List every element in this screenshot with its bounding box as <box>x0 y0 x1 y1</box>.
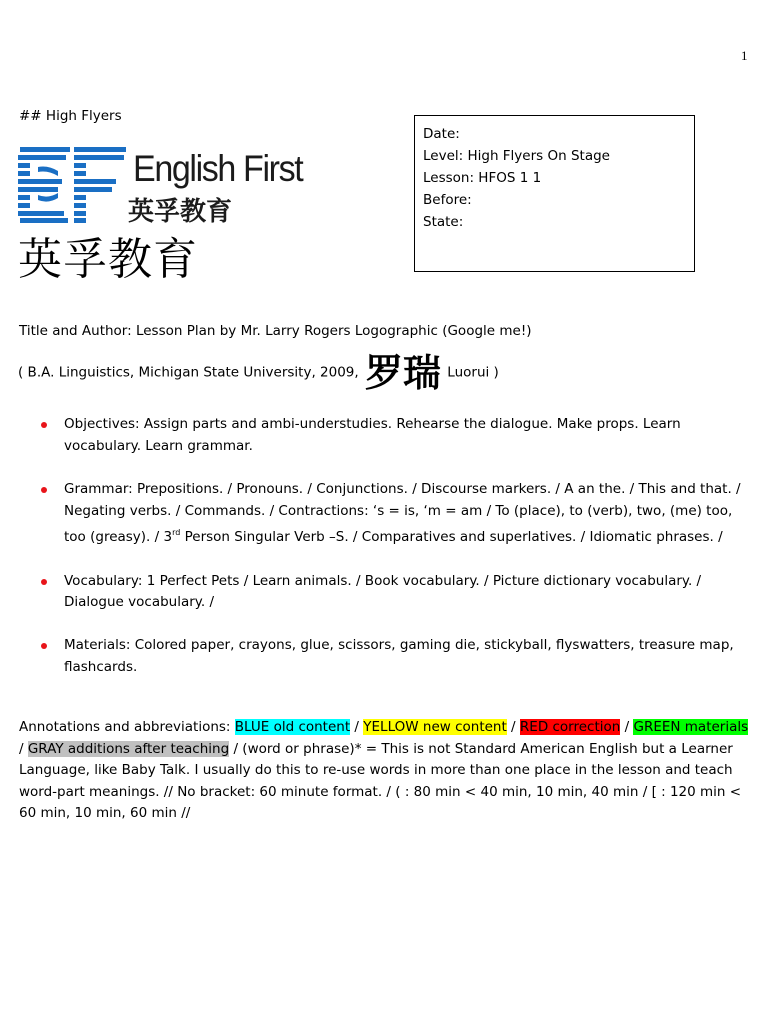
objectives-text: Objectives: Assign parts and ambi-understudies. Rehearse the dialogue. Make props. Learn vocabulary. Learn grammar. <box>64 416 681 454</box>
bullet-icon <box>41 487 47 493</box>
author-credentials-prefix: ( B.A. Linguistics, Michigan State University, 2009, <box>18 364 359 381</box>
info-level: Level: High Flyers On Stage <box>423 148 610 164</box>
document-heading: ## High Flyers <box>19 108 122 124</box>
author-credentials-suffix: Luorui ) <box>447 364 499 381</box>
separator: / <box>620 719 634 735</box>
logo-chinese-large: 英孚教育 <box>18 234 198 285</box>
ef-logo-icon <box>18 147 130 223</box>
author-chinese-name: 罗瑞 <box>364 351 441 395</box>
separator: / <box>19 740 28 757</box>
annotations-paragraph <box>19 717 749 825</box>
author-credentials <box>18 345 499 395</box>
list-item-objectives <box>0 414 768 457</box>
vocabulary-text: Vocabulary: 1 Perfect Pets / Learn animals. / Book vocabulary. / Picture dictionary vocabulary. / Dialogue vocabulary. / <box>64 572 702 611</box>
list-item-materials <box>0 635 768 678</box>
bullet-icon <box>41 643 47 649</box>
list-item-grammar <box>0 479 768 549</box>
annotations-intro: Annotations and abbreviations: <box>19 719 235 735</box>
legend-yellow: YELLOW new content <box>363 719 507 735</box>
grammar-text-a: Grammar: Prepositions. / Pronouns. / Conjunctions. / Discourse markers. / A an the. / This and that. / Negating verbs. / Commands. / Contractions: ‘s = is, ‘m = am / To (place), to (verb), two, (me) too, too (greasy). / 3 <box>64 480 741 546</box>
materials-text: Materials: Colored paper, crayons, glue, scissors, gaming die, stickyball, flyswatters, treasure map, flashcards. <box>64 637 734 676</box>
list-item-vocabulary <box>0 571 768 614</box>
logo-brand-text: English First <box>133 148 303 189</box>
bullet-icon <box>41 579 47 585</box>
lesson-info-box <box>414 115 695 272</box>
logo-chinese-small: 英孚教育 <box>128 197 233 227</box>
separator: / <box>350 719 364 735</box>
info-before: Before: <box>423 192 472 208</box>
lesson-bullet-list <box>0 414 768 700</box>
separator: / <box>506 719 520 735</box>
grammar-text-b: Person Singular Verb –S. / Comparatives and superlatives. / Idiomatic phrases. / <box>180 529 723 546</box>
page-number: 1 <box>741 48 748 63</box>
bullet-icon <box>41 422 47 428</box>
title-and-author: Title and Author: Lesson Plan by Mr. Larry Rogers Logographic (Google me!) <box>19 323 532 339</box>
legend-gray: GRAY additions after teaching <box>27 740 230 757</box>
legend-red: RED correction <box>519 719 621 735</box>
english-first-logo <box>18 145 318 285</box>
annotations-rest: / (word or phrase)* = This is not Standard American English but a Learner Language, like Baby Talk. I usually do this to re-use words in more than one place in the lesson and teach word-part meanings. // No bracket: 60 minute format. / ( : 80 min < 40 min, 10 min, 40 min / [ : 120 min < 60 min, 10 min, 60 min // <box>19 740 742 822</box>
info-date: Date: <box>423 126 460 142</box>
legend-green: GREEN materials <box>633 719 749 735</box>
info-lesson: Lesson: HFOS 1 1 <box>423 170 542 186</box>
legend-blue: BLUE old content <box>234 719 351 735</box>
info-state: State: <box>423 214 464 230</box>
grammar-superscript: rd <box>172 528 181 538</box>
